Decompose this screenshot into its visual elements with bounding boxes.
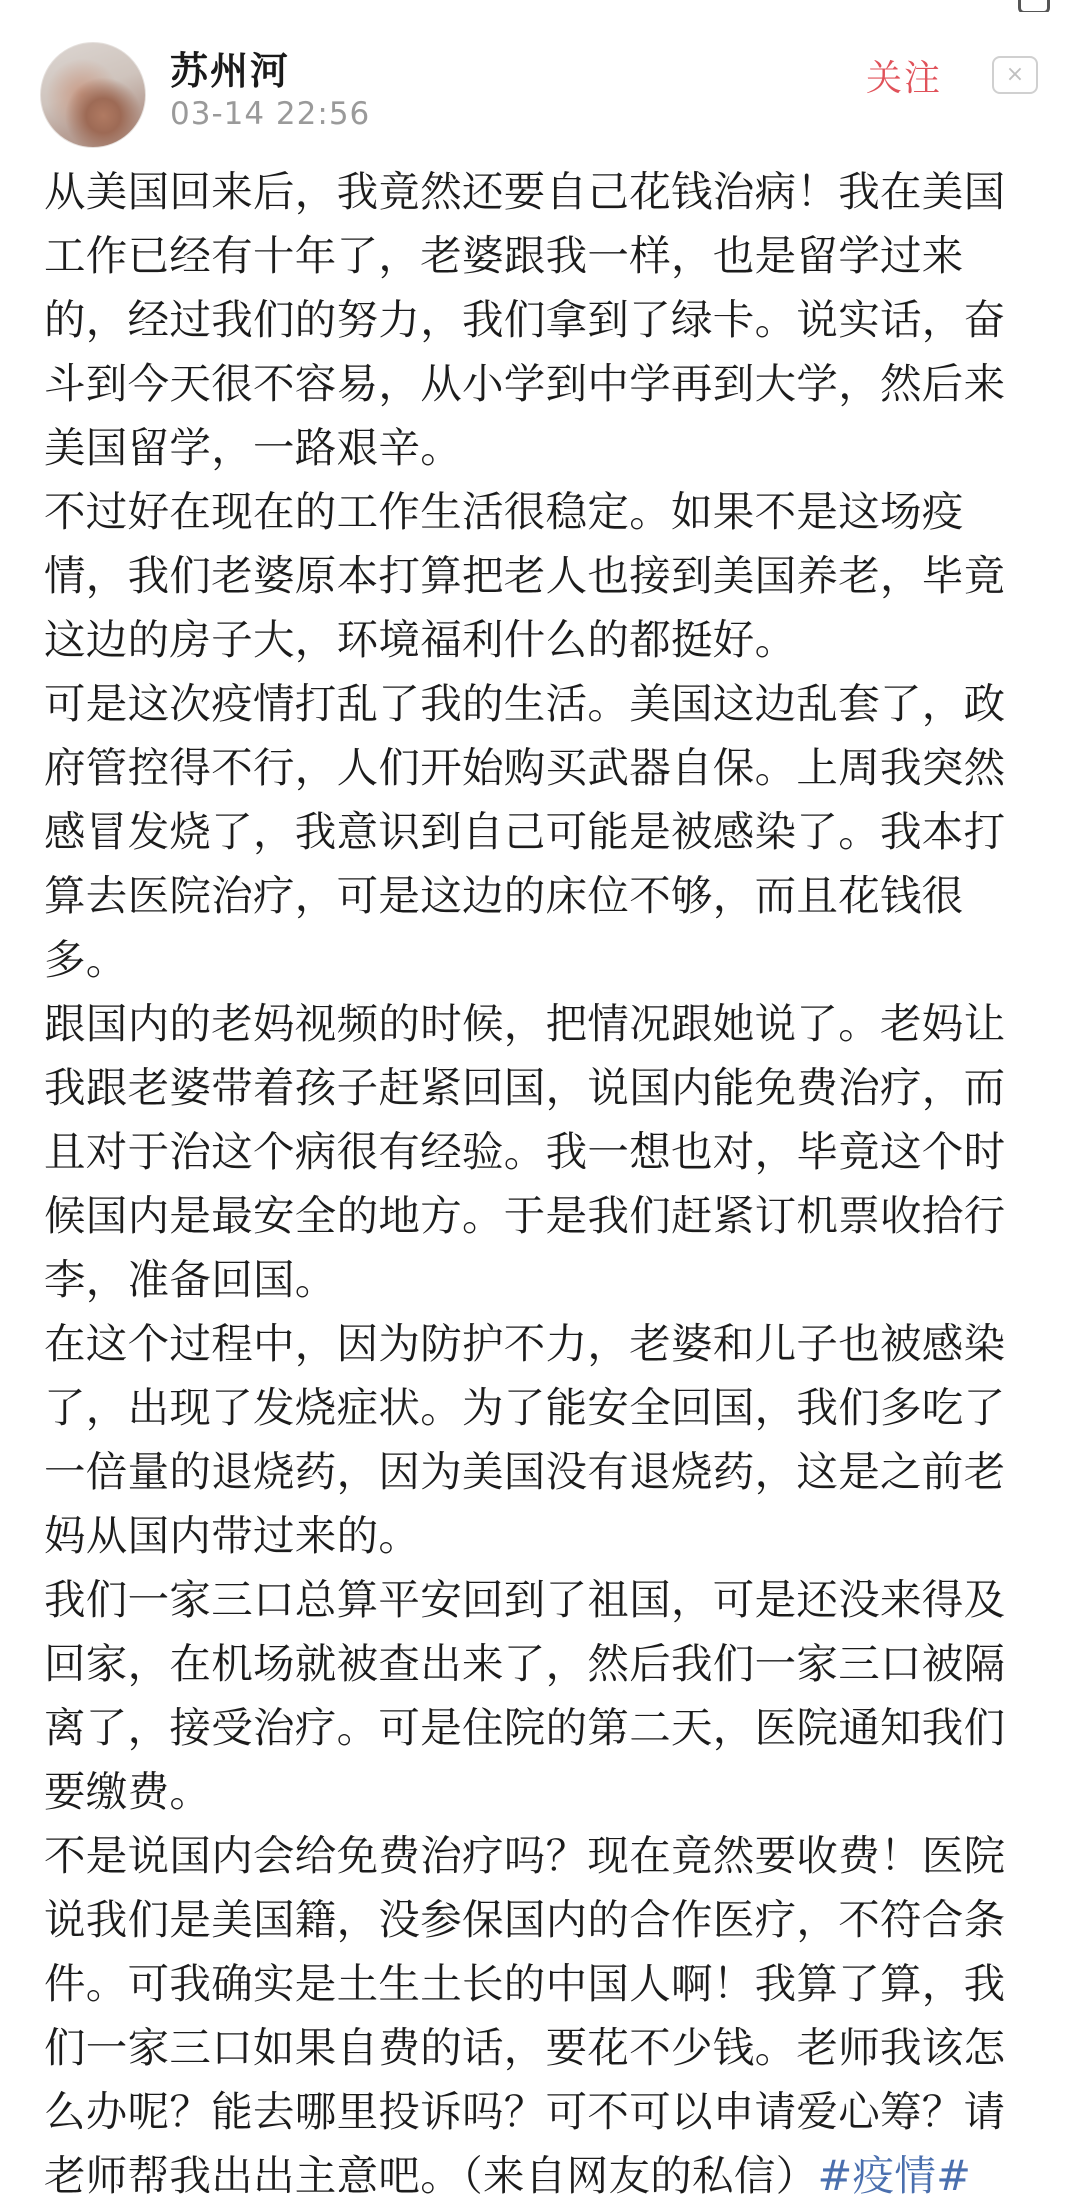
post-paragraph: 不过好在现在的工作生活很稳定。如果不是这场疫情，我们老婆原本打算把老人也接到美国养老，毕竟这边的房子大，环境福利什么的都挺好。 [44,487,1006,664]
close-icon: × [1005,62,1025,87]
post-paragraph: 可是这次疫情打乱了我的生活。美国这边乱套了，政府管控得不行，人们开始购买武器自保。上周我突然感冒发烧了，我意识到自己可能是被感染了。我本打算去医院治疗，可是这边的床位不够，而且花钱很多。 [44,679,1006,984]
post-timestamp: 03-14 22:56 [170,96,371,132]
close-button[interactable] [992,56,1038,94]
post-body [44,160,1044,2208]
follow-button[interactable]: 关注 [866,58,943,99]
post-paragraph: 跟国内的老妈视频的时候，把情况跟她说了。老妈让我跟老婆带着孩子赶紧回国，说国内能免费治疗，而且对于治这个病很有经验。我一想也对，毕竟这个时候国内是最安全的地方。于是我们赶紧订机票收拾行李，准备回国。 [44,999,1006,1304]
avatar[interactable] [40,42,146,148]
post-paragraph-last [44,1824,1044,2208]
post-paragraph: 在这个过程中，因为防护不力，老婆和儿子也被感染了，出现了发烧症状。为了能安全回国，我们多吃了一倍量的退烧药，因为美国没有退烧药，这是之前老妈从国内带过来的。 [44,1319,1006,1560]
post-header [0,30,1080,160]
post-paragraph: 从美国回来后，我竟然还要自己花钱治病！我在美国工作已经有十年了，老婆跟我一样，也是留学过来的，经过我们的努力，我们拿到了绿卡。说实话，奋斗到今天很不容易，从小学到中学再到大学，然后来美国留学，一路艰辛。 [44,167,1006,472]
top-bar-cropped [0,0,1080,12]
search-icon[interactable] [1018,0,1050,12]
post-paragraph: 我们一家三口总算平安回到了祖国，可是还没来得及回家，在机场就被查出来了，然后我们一家三口被隔离了，接受治疗。可是住院的第二天，医院通知我们要缴费。 [44,1575,1006,1816]
post-paragraph-text: 不是说国内会给免费治疗吗？现在竟然要收费！医院说我们是美国籍，没参保国内的合作医疗，不符合条件。可我确实是土生土长的中国人啊！我算了算，我们一家三口如果自费的话，要花不少钱。老师我该怎么办呢？能去哪里投诉吗？可不可以申请爱心筹？请老师帮我出出主意吧。（来自网友的私信） [44,1831,1006,2200]
author-name[interactable]: 苏州河 [170,49,291,93]
topic-hashtag[interactable]: #疫情# [817,2151,972,2200]
